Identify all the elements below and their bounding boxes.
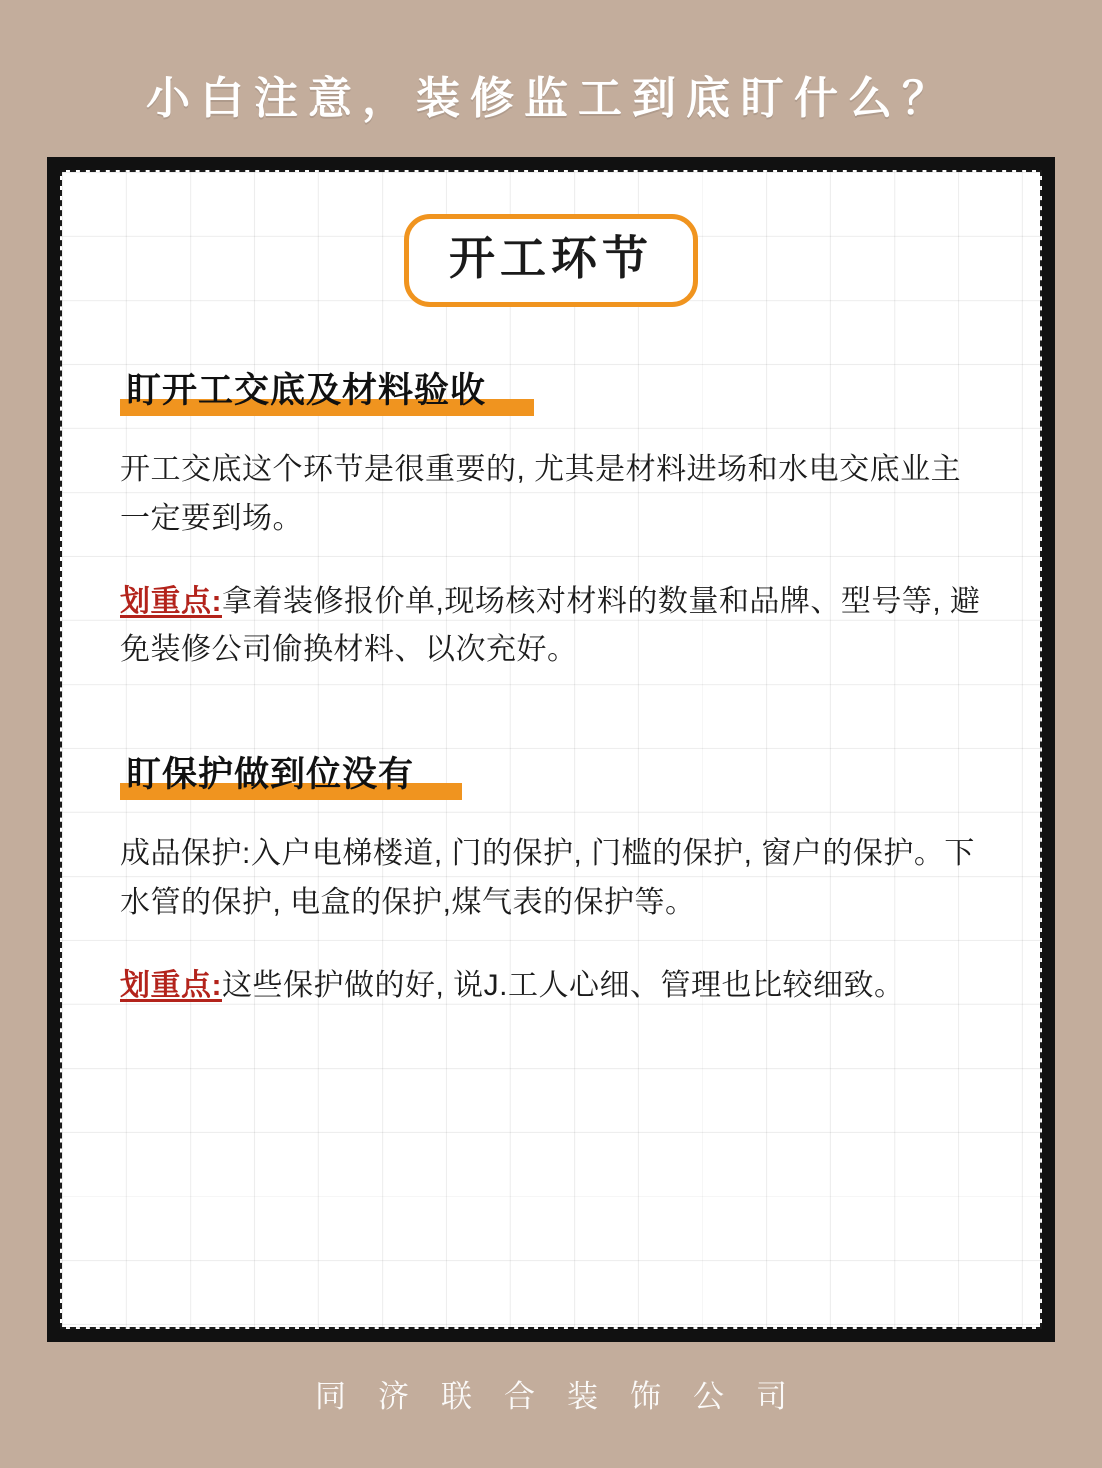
section-paragraph: 开工交底这个环节是很重要的, 尤其是材料进场和水电交底业主一定要到场。 [120,453,962,535]
section-protection [120,753,982,1011]
key-point-text: 这些保护做的好, 说J.工人心细、管理也比较细致。 [222,968,905,1002]
section-heading [120,369,492,415]
content-card [47,157,1055,1342]
key-point-label: 划重点: [120,968,222,1002]
footer-brand: 同济联合装饰公司 [315,1379,819,1414]
section-paragraph: 成品保护:入户电梯楼道, 门的保护, 门槛的保护, 窗户的保护。下水管的保护, 电盒的保护,煤气表的保护等。 [120,837,975,920]
key-point-text: 拿着装修报价单,现场核对材料的数量和品牌、型号等, 避免装修公司偷换材料、以次充好。 [120,584,981,667]
key-point-label: 划重点: [120,584,222,618]
section-heading [120,753,420,799]
page-title: 小白注意，装修监工到底盯什么？ [146,74,956,123]
section-heading-text: 盯保护做到位没有 [126,754,415,794]
badge-container [62,214,1040,307]
stage-badge: 开工环节 [404,214,698,307]
section-heading-text: 盯开工交底及材料验收 [126,370,487,410]
section-key-point [120,578,982,675]
content-card-inner [60,170,1042,1329]
section-open-construction [120,369,982,675]
section-key-point [120,962,982,1011]
